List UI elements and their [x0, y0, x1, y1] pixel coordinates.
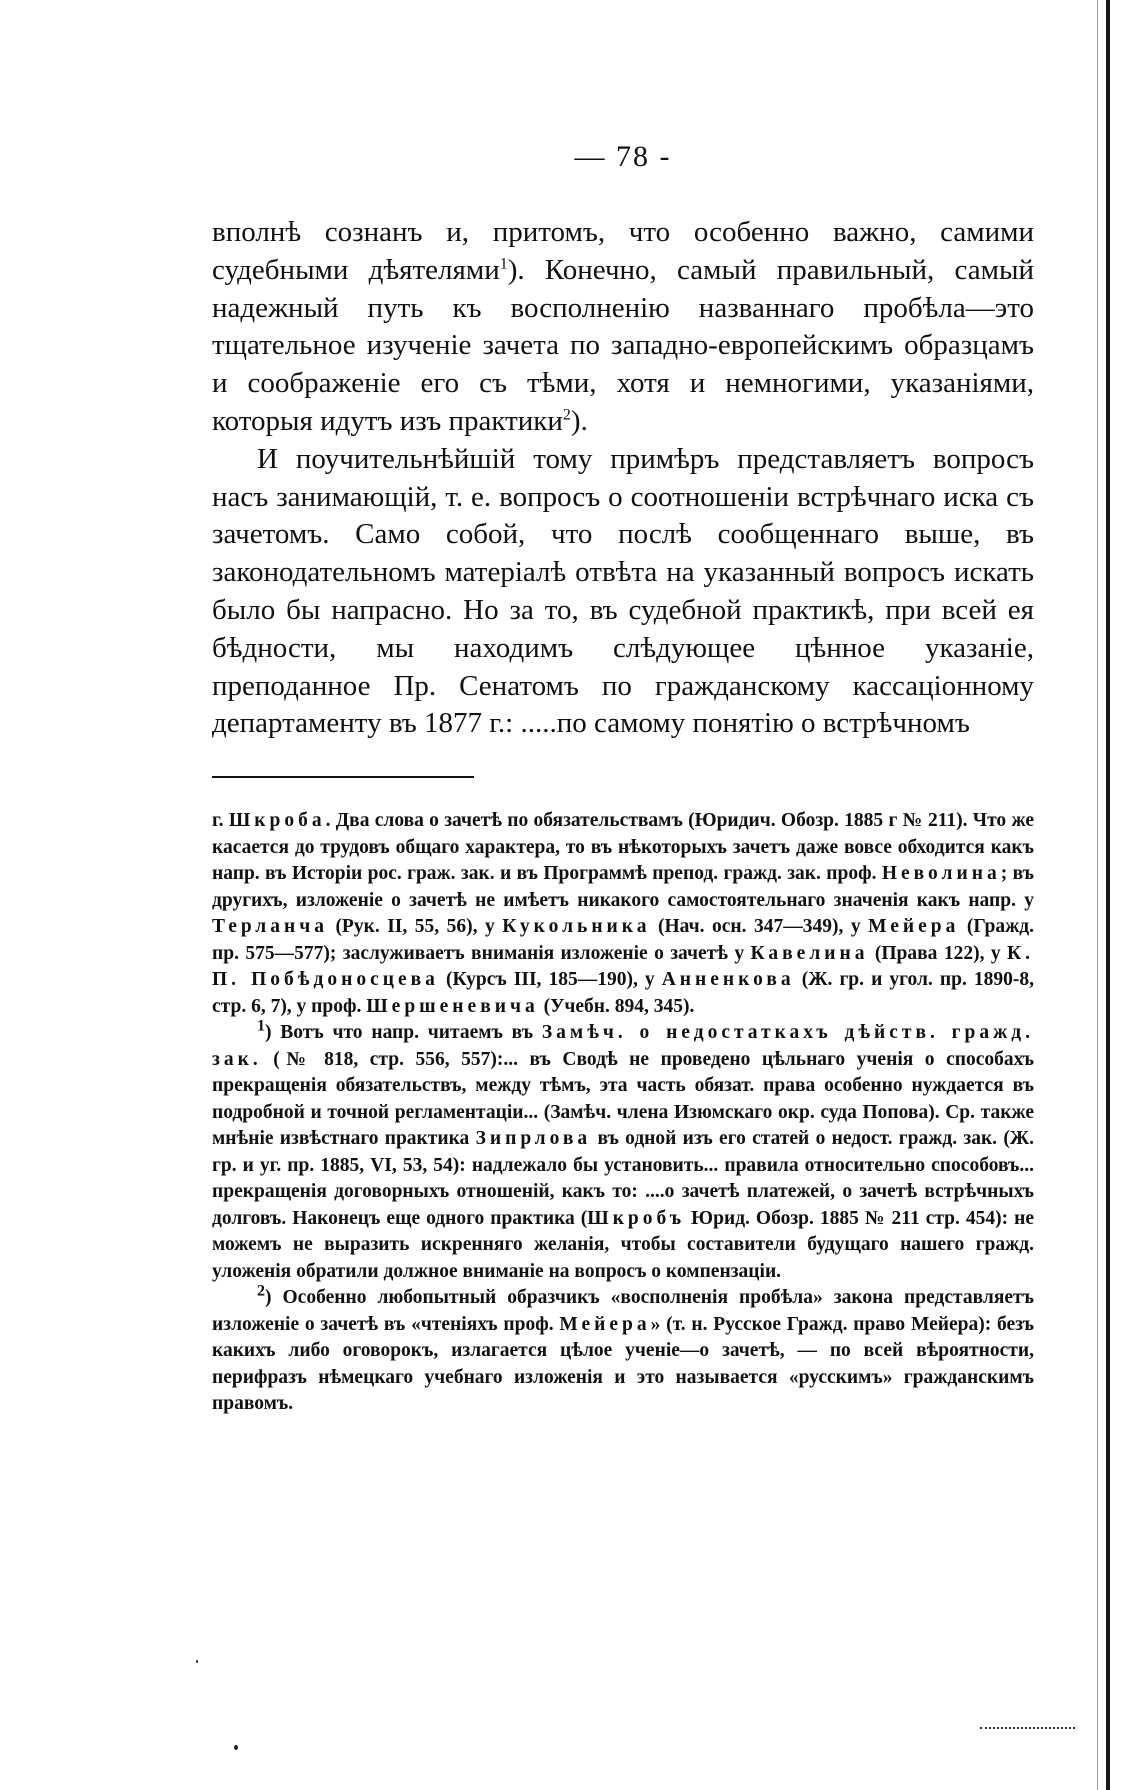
- scan-speck: [196, 1660, 198, 1663]
- footnote-continued: [212, 808, 1034, 1020]
- author-name: Шершеневича: [366, 995, 539, 1017]
- main-text: [212, 214, 1034, 743]
- author-name: Шкроба: [228, 810, 326, 832]
- footnote-divider: [212, 776, 474, 778]
- author-name: Терланча: [212, 916, 328, 938]
- paragraph-1-continuation: ). Конечно, самый правильный, самый надежный путь къ восполненію названнаго пробѣла—это тщательное изученіе зачета по западно-европейскимъ образцамъ и соображеніе его съ тѣми, хотя и немногими, указаніями, которыя идутъ изъ практики: [212, 253, 1034, 437]
- author-name: Мейера: [559, 1313, 651, 1335]
- footnote-2: [212, 1282, 1035, 1418]
- footnote-1: [212, 1017, 1035, 1285]
- author-name: К. П. Побѣдоносцева: [212, 942, 1035, 991]
- book-page: [212, 140, 1034, 1418]
- footnote-text: » (т. н. Русское Гражд. право Мейера): безъ какихъ либо оговорокъ, излагается цѣлое ученіе—о зачетѣ, — по всей вѣроятности, перифразъ нѣмецкаго учебнаго изложенія и это называется «русскимъ» гражданскимъ правомъ.: [212, 1313, 1035, 1415]
- source-title: Замѣч. о недостаткахъ дѣйств. гражд. зак.: [212, 1022, 1035, 1070]
- author-name: Зипрлова: [475, 1128, 592, 1150]
- footnote-text: ) Особенно любопытный образчикъ «восполненія пробѣла» закона представляетъ изложеніе о зачетѣ въ «чтеніяхъ проф.: [212, 1287, 1034, 1335]
- scan-dots: [980, 1727, 1075, 1731]
- paragraph-1: [212, 214, 1034, 441]
- footnote-text: (Гражд. пр. 575—577); заслуживаетъ вниманія изложеніе о зачетѣ у: [212, 916, 1034, 964]
- paragraph-2: И поучительнѣйшій тому примѣръ представляетъ вопросъ насъ занимающій, т. е. вопросъ о соотношеніи встрѣчнаго иска съ зачетомъ. Само собой, что послѣ сообщеннаго выше, въ законодательномъ матеріалѣ отвѣта на указанный вопросъ искать было бы напрасно. Но за то, въ судебной практикѣ, при всей ея бѣдности, мы находимъ слѣдующее цѣнное указаніе, преподанное Пр. Сенатомъ по гражданскому кассаціонному департаменту въ 1877 г.: .....по самому понятію о встрѣчномъ: [212, 442, 1034, 740]
- footnote-1-marker: 1: [257, 1017, 265, 1035]
- footnote-ref-2: 2: [562, 406, 571, 424]
- author-name: Неволина: [881, 863, 1001, 885]
- footnote-text: ) Вотъ что напр. читаемъ въ: [265, 1022, 542, 1044]
- scan-edge-line: [1097, 0, 1098, 1790]
- footnote-text: г.: [212, 810, 229, 832]
- author-name: Кукольника: [502, 916, 651, 938]
- author-name: Анненкова: [661, 969, 795, 991]
- scan-speck: [234, 1745, 238, 1750]
- footnote-text: ; въ другихъ, изложеніе о зачетѣ не имѣетъ никакого самостоятельнаго значенія какъ напр. у: [212, 863, 1034, 911]
- paragraph-1-text: вполнѣ сознанъ и, притомъ, что особенно важно, самими судебными дѣятелями: [212, 216, 1034, 286]
- author-name: Шкробъ: [587, 1207, 686, 1229]
- footnote-text: (Учебн. 894, 345).: [538, 995, 695, 1017]
- footnote-text: Юрид. Обозр. 1885 № 211 стр. 454): не можемъ не выразить искренняго желанія, чтобы составители будущаго нашего гражд. уложенія обратили должное вниманіе на вопросъ о компензаціи.: [212, 1207, 1034, 1282]
- scan-edge-border: [1106, 0, 1110, 1790]
- author-name: Мейера: [868, 916, 960, 938]
- page-number: — 78 -: [574, 140, 672, 173]
- author-name: Кавелина: [750, 942, 869, 964]
- paragraph-1-end: ).: [570, 404, 588, 437]
- footnote-2-marker: 2: [257, 1282, 265, 1300]
- footnote-text: въ одной изъ его статей о недост. гражд. зак. (Ж. гр. и уг. пр. 1885, VI, 53, 54): надлежало бы установить... правила относительно способовъ... прекращенія договорныхъ отношеній, какъ то: ....о зачетѣ платежей, о зачетѣ встрѣчныхъ долговъ. Наконецъ еще одного практика (: [212, 1128, 1034, 1229]
- footnote-ref-1: 1: [499, 255, 508, 273]
- footnotes: [212, 808, 1034, 1418]
- footnote-text: (Права 122), у: [868, 942, 1007, 964]
- footnote-text: (Курсъ III, 185—190), у: [438, 969, 662, 991]
- footnote-text: . Два слова о зачетѣ по обязательствамъ (Юридич. Обозр. 1885 г № 211). Что же касается до трудовъ общаго характера, то въ нѣкоторыхъ зачетъ даже вовсе обходится какъ напр. въ Исторіи рос. граж. зак. и въ Программѣ препод. гражд. зак. проф.: [212, 810, 1034, 885]
- footnote-text: (Нач. осн. 347—349), у: [650, 916, 869, 938]
- footnote-text: (Рук. II, 55, 56), у: [327, 916, 503, 938]
- footnote-text: (Ж. гр. и угол. пр. 1890-8, стр. 6, 7), у проф.: [212, 969, 1034, 1017]
- footnote-text: (№ 818, стр. 556, 557):... въ Сводѣ не проведено цѣльнаго ученія о способахъ прекращенія обязательствъ, между тѣмъ, эта часть обязат. права особенно нуждается въ подробной и точной регламентаціи... (Замѣч. члена Изюмскаго окр. суда Попова). Ср. также мнѣніе извѣстнаго практика: [212, 1048, 1034, 1150]
